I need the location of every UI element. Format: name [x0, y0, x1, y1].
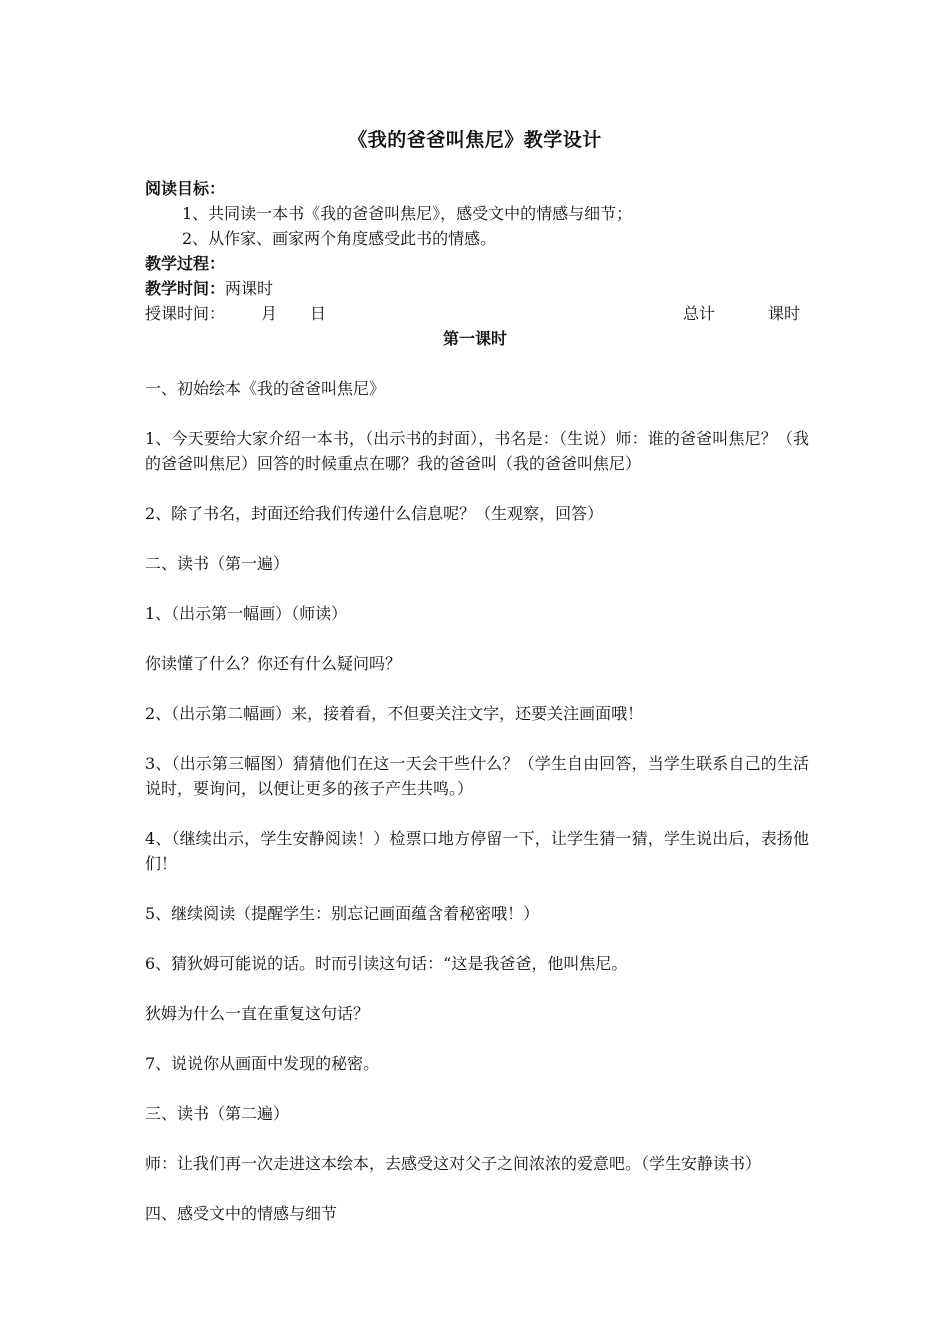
schedule-label: 授课时间： — [145, 304, 226, 323]
goals-heading: 阅读目标： — [145, 179, 226, 198]
section-1-heading: 一、初始绘本《我的爸爸叫焦尼》 — [145, 379, 386, 398]
paragraph-10: 狄姆为什么一直在重复这句话？ — [145, 1004, 370, 1023]
schedule-month: 月 — [261, 304, 278, 323]
goal-item-1: 1、共同读一本书《我的爸爸叫焦尼》，感受文中的情感与细节； — [182, 204, 633, 223]
paragraph-6: 3、（出示第三幅图）猜猜他们在这一天会干些什么？（学生自由回答，当学生联系自己的生活说时，要询问，以便让更多的孩子产生共鸣。） — [145, 754, 809, 798]
section-3-heading: 三、读书（第二遍） — [145, 1104, 290, 1123]
goal-item-2: 2、从作家、画家两个角度感受此书的情感。 — [182, 229, 497, 248]
teaching-time — [145, 276, 809, 301]
paragraph-8: 5、继续阅读（提醒学生：别忘记画面蕴含着秘密哦！） — [145, 904, 540, 923]
paragraph-4: 你读懂了什么？你还有什么疑问吗？ — [145, 654, 402, 673]
paragraph-3: 1、（出示第一幅画）（师读） — [145, 604, 348, 623]
schedule-day: 日 — [310, 304, 327, 323]
schedule-period: 课时 — [768, 304, 801, 323]
paragraph-1: 1、今天要给大家介绍一本书，（出示书的封面），书名是：（生说）师：谁的爸爸叫焦尼？（我的爸爸叫焦尼）回答的时候重点在哪？我的爸爸叫（我的爸爸叫焦尼） — [145, 429, 809, 473]
schedule-total: 总计 — [683, 304, 716, 323]
paragraph-2: 2、除了书名，封面还给我们传递什么信息呢？（生观察，回答） — [145, 504, 604, 523]
teaching-time-label: 教学时间： — [145, 279, 226, 298]
lesson-heading: 第一课时 — [442, 329, 507, 348]
paragraph-12: 师：让我们再一次走进这本绘本，去感受这对父子之间浓浓的爱意吧。（学生安静读书） — [145, 1154, 762, 1173]
paragraph-5: 2、（出示第二幅画）来，接着看，不但要关注文字，还要关注画面哦！ — [145, 704, 644, 723]
schedule-row — [145, 301, 809, 326]
document-title: 《我的爸爸叫焦尼》教学设计 — [348, 129, 602, 151]
paragraph-9: 6、猜狄姆可能说的话。时而引读这句话：“这是我爸爸，他叫焦尼。 — [145, 954, 628, 973]
teaching-time-value: 两课时 — [225, 279, 274, 298]
paragraph-7: 4、（继续出示，学生安静阅读！）检票口地方停留一下，让学生猜一猜，学生说出后，表扬他们！ — [145, 829, 809, 873]
process-heading: 教学过程： — [145, 254, 226, 273]
paragraph-11: 7、说说你从画面中发现的秘密。 — [145, 1054, 380, 1073]
section-2-heading: 二、读书（第一遍） — [145, 554, 290, 573]
section-4-heading: 四、感受文中的情感与细节 — [145, 1204, 338, 1223]
